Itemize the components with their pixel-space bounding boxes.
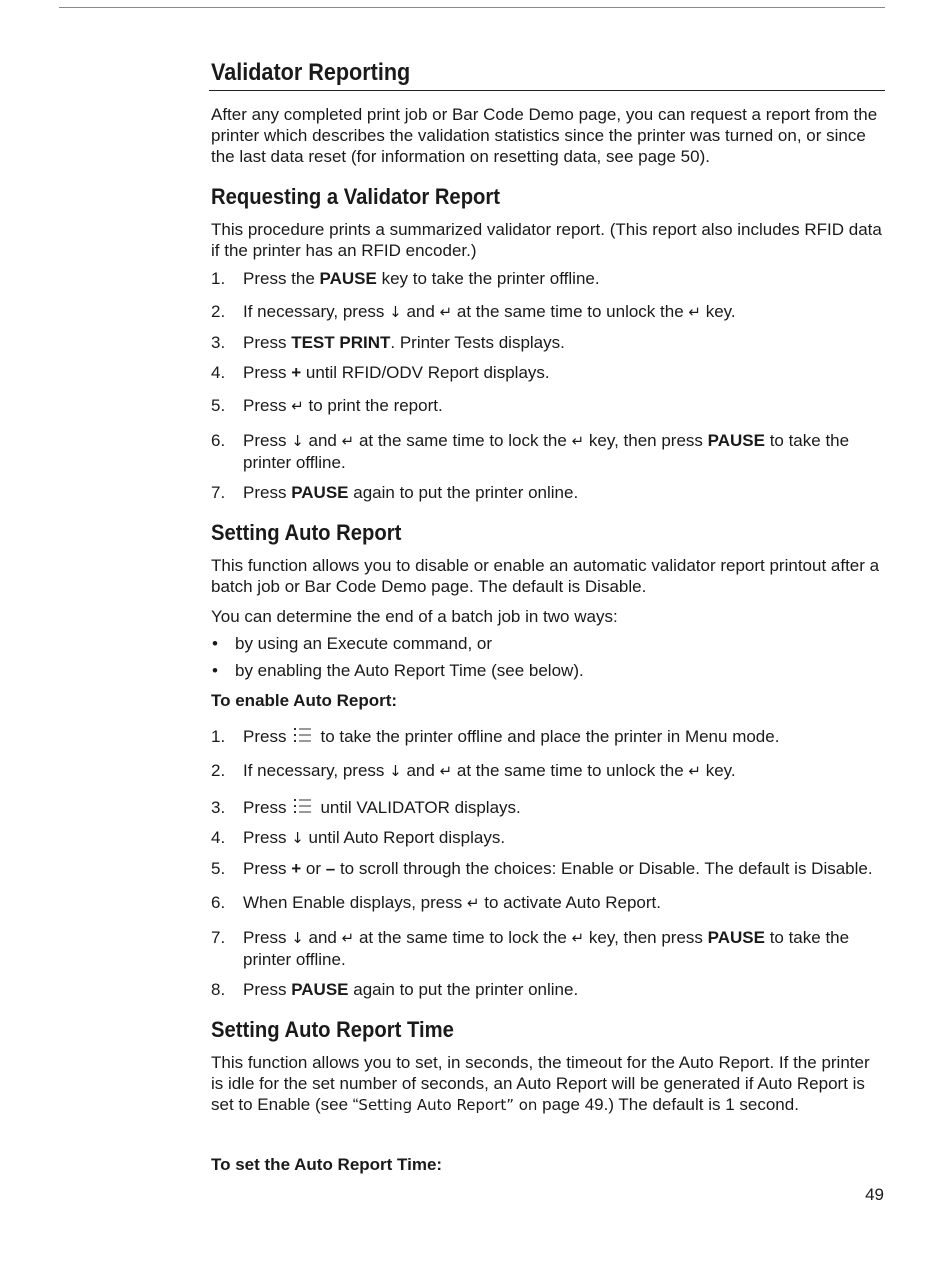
intro-paragraph: After any completed print job or Bar Code Demo page, you can request a report from the printer which describes the validation statistics since the printer was turned on, or since the last data reset (for information on resetting data, see page 50). — [211, 105, 878, 166]
title-rule — [209, 58, 885, 91]
enable-auto-report-heading: To enable Auto Report: — [211, 691, 398, 710]
menu-icon — [292, 797, 314, 815]
list-item: 3. Press until VALIDATOR displays. — [211, 798, 521, 817]
step-number: 4. — [211, 828, 226, 847]
requesting-desc: This procedure prints a summarized validator report. (This report also includes RFID data if the printer has an RFID encoder.) — [211, 220, 882, 260]
bullet: • — [212, 634, 218, 653]
page-number: 49 — [865, 1185, 884, 1204]
enter-icon: ↵ — [439, 303, 453, 321]
step-number: 1. — [211, 727, 226, 746]
list-item: • by enabling the Auto Report Time (see below). — [212, 661, 584, 680]
page-content — [211, 58, 885, 1175]
cross-reference-link[interactable]: Setting Auto Report” on — [358, 1096, 538, 1114]
list-item: 3. Press TEST PRINT. Printer Tests displays. — [211, 333, 565, 352]
enter-icon: ↵ — [341, 432, 355, 450]
list-item: 5. Press + or – to scroll through the choices: Enable or Disable. The default is Disable. — [211, 859, 873, 878]
enter-icon: ↵ — [688, 303, 701, 321]
step-number: 1. — [211, 269, 226, 288]
down-arrow-icon: ↓ — [291, 829, 304, 847]
bullet: • — [212, 661, 218, 680]
auto-report-desc: This function allows you to disable or enable an automatic validator report printout after a batch job or Bar Code Demo page. The default is Disable. — [211, 556, 880, 596]
heading-auto-report: Setting Auto Report — [211, 520, 402, 545]
list-item: 2. If necessary, press ↓ and ↵ at the same time to unlock the ↵ key. — [211, 302, 736, 321]
down-arrow-icon: ↓ — [291, 929, 304, 947]
step-number: 8. — [211, 980, 226, 999]
list-item: 4. Press ↓ until Auto Report displays. — [211, 828, 506, 847]
step-number: 7. — [211, 483, 226, 502]
top-rule — [59, 7, 885, 8]
step-number: 3. — [211, 333, 226, 352]
requesting-steps — [211, 268, 885, 503]
list-item: 6. Press ↓ and ↵ at the same time to lock the ↵ key, then press PAUSE to take the printer offline. — [211, 431, 850, 472]
enter-icon: ↵ — [571, 432, 585, 450]
step-number: 3. — [211, 798, 226, 817]
down-arrow-icon: ↓ — [389, 762, 402, 780]
list-item: • by using an Execute command, or — [212, 634, 493, 653]
enter-icon: ↵ — [439, 762, 453, 780]
page-title: Validator Reporting — [211, 59, 411, 86]
auto-report-time-desc: This function allows you to set, in seconds, the timeout for the Auto Report. If the printer is idle for the set number of seconds, an Auto Report will be generated if Auto Report is set to Enable (see “Setting Auto Report” on page 49.) The default is 1 second. — [211, 1053, 870, 1114]
enter-icon: ↵ — [571, 929, 585, 947]
menu-icon — [292, 726, 314, 744]
list-item: 7. Press PAUSE again to put the printer online. — [211, 483, 579, 502]
enter-icon: ↵ — [341, 929, 355, 947]
list-item: 5. Press ↵ to print the report. — [211, 396, 443, 415]
ways-list — [211, 633, 885, 681]
step-number: 2. — [211, 302, 226, 321]
list-item: 2. If necessary, press ↓ and ↵ at the same time to unlock the ↵ key. — [211, 761, 736, 780]
enable-steps — [211, 726, 885, 1000]
enter-icon: ↵ — [688, 762, 701, 780]
step-number: 6. — [211, 893, 226, 912]
list-item: 8. Press PAUSE again to put the printer online. — [211, 980, 579, 999]
list-item: 1. Press to take the printer offline and place the printer in Menu mode. — [211, 727, 780, 746]
list-item: 4. Press + until RFID/ODV Report displays. — [211, 363, 550, 382]
ways-intro: You can determine the end of a batch job in two ways: — [211, 607, 618, 626]
down-arrow-icon: ↓ — [291, 432, 304, 450]
heading-requesting: Requesting a Validator Report — [211, 184, 501, 209]
list-item: 1. Press the PAUSE key to take the printer offline. — [211, 269, 600, 288]
step-number: 4. — [211, 363, 226, 382]
enter-icon: ↵ — [291, 397, 304, 415]
set-auto-report-time-heading: To set the Auto Report Time: — [211, 1155, 443, 1174]
down-arrow-icon: ↓ — [389, 303, 402, 321]
step-number: 6. — [211, 431, 226, 450]
step-number: 5. — [211, 859, 226, 878]
step-number: 5. — [211, 396, 226, 415]
list-item: 6. When Enable displays, press ↵ to activate Auto Report. — [211, 893, 661, 912]
step-number: 2. — [211, 761, 226, 780]
heading-auto-report-time: Setting Auto Report Time — [211, 1017, 454, 1042]
enter-icon: ↵ — [466, 894, 480, 912]
list-item: 7. Press ↓ and ↵ at the same time to lock the ↵ key, then press PAUSE to take the printer offline. — [211, 928, 850, 969]
step-number: 7. — [211, 928, 226, 947]
